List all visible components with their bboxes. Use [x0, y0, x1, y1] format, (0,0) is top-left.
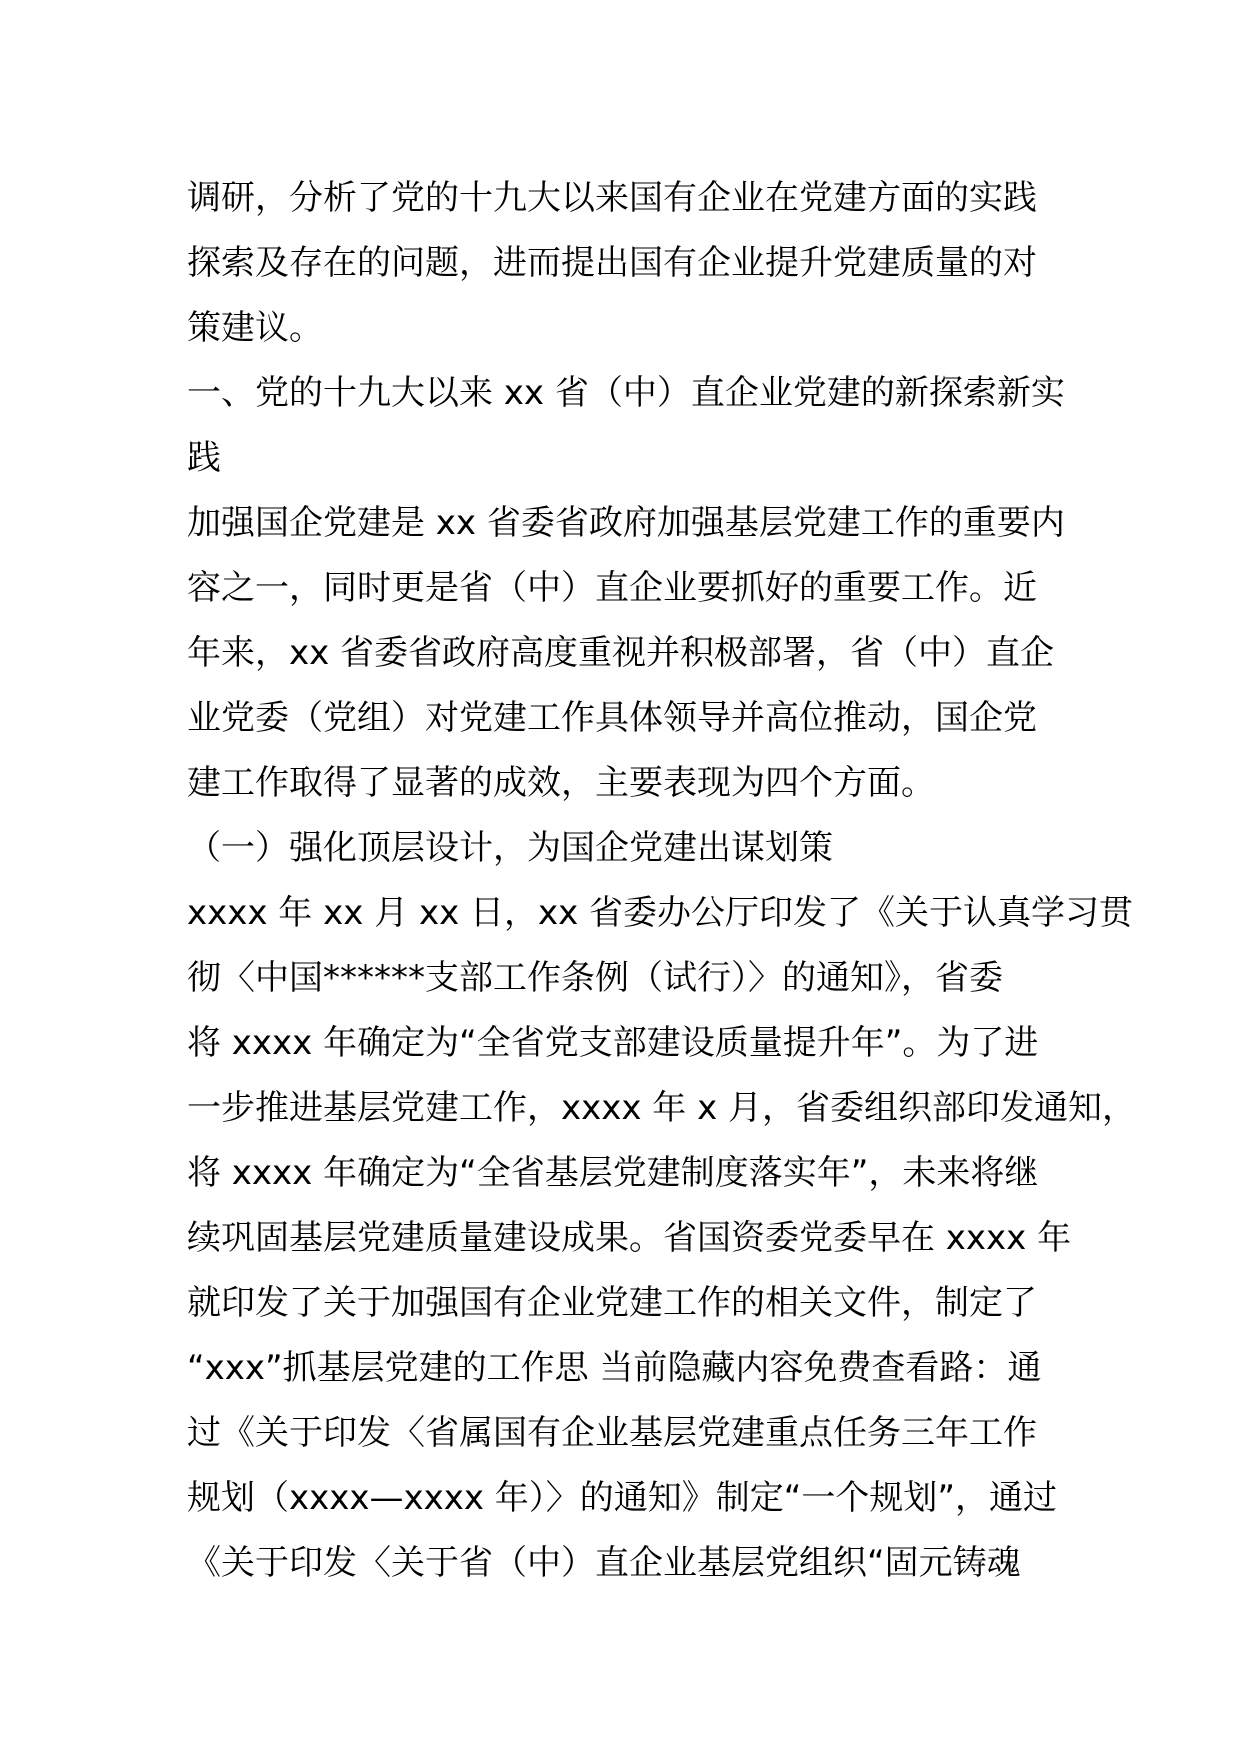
text-line: 策建议。	[187, 308, 323, 348]
text-line: 《关于印发〈关于省（中）直企业基层党组织“固元铸魂	[187, 1543, 1021, 1583]
text-line: 建工作取得了显著的成效，主要表现为四个方面。	[187, 763, 935, 803]
subsection-heading: （一）强化顶层设计，为国企党建出谋划策	[187, 828, 833, 868]
text-line: 年来，xx 省委省政府高度重视并积极部署，省（中）直企	[187, 633, 1055, 673]
document-body	[187, 166, 1137, 1596]
text-line: 探索及存在的问题，进而提出国有企业提升党建质量的对	[187, 243, 1037, 283]
section-heading: 践	[187, 438, 221, 478]
text-line: 规划（xxxx—xxxx 年）〉的通知》制定“一个规划”，通过	[187, 1478, 1058, 1518]
text-line: 过《关于印发〈省属国有企业基层党建重点任务三年工作	[187, 1413, 1037, 1453]
text-line: 将 xxxx 年确定为“全省基层党建制度落实年”，未来将继	[187, 1153, 1039, 1193]
text-line: 就印发了关于加强国有企业党建工作的相关文件，制定了	[187, 1283, 1037, 1323]
text-line: 续巩固基层党建质量建设成果。省国资委党委早在 xxxx 年	[187, 1218, 1072, 1258]
section-heading: 一、党的十九大以来 xx 省（中）直企业党建的新探索新实	[187, 373, 1065, 413]
text-line: 容之一，同时更是省（中）直企业要抓好的重要工作。近	[187, 568, 1037, 608]
text-line: “xxx”抓基层党建的工作思 当前隐藏内容免费查看路：通	[187, 1348, 1042, 1388]
text-line: 一步推进基层党建工作，xxxx 年 x 月，省委组织部印发通知，	[187, 1088, 1137, 1128]
text-line: 调研，分析了党的十九大以来国有企业在党建方面的实践	[187, 178, 1037, 218]
text-line: 将 xxxx 年确定为“全省党支部建设质量提升年”。为了进	[187, 1023, 1039, 1063]
text-line: xxxx 年 xx 月 xx 日，xx 省委办公厅印发了《关于认真学习贯	[187, 893, 1134, 933]
text-line: 加强国企党建是 xx 省委省政府加强基层党建工作的重要内	[187, 503, 1065, 543]
text-line: 彻〈中国******支部工作条例（试行）〉的通知》，省委	[187, 958, 1003, 998]
text-line: 业党委（党组）对党建工作具体领导并高位推动，国企党	[187, 698, 1037, 738]
